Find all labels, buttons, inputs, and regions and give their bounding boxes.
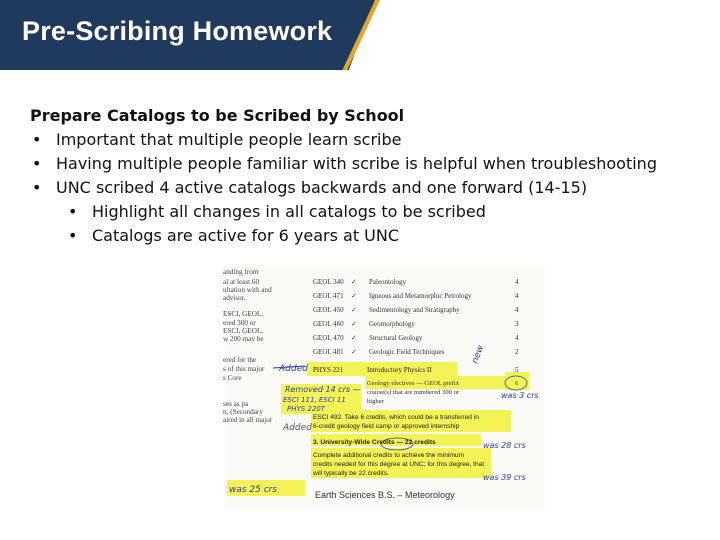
left-fragment-text: ESCI, GEOL, bbox=[223, 310, 264, 318]
sub-bullet-text: Catalogs are active for 6 years at UNC bbox=[92, 226, 400, 245]
course-credits: 4 bbox=[515, 306, 519, 314]
requirements-block bbox=[312, 414, 484, 500]
complete-line: will typically be 22 credits. bbox=[313, 470, 389, 477]
electives-line: Geology electives — GEOL prefix bbox=[367, 380, 460, 387]
note-was-25: was 25 crs bbox=[229, 485, 278, 495]
sub-bullet-item bbox=[30, 224, 700, 248]
content-heading: Prepare Catalogs to be Scribed by School bbox=[30, 106, 405, 125]
course-credits: 2 bbox=[515, 348, 519, 356]
checkmark-icon: ✓ bbox=[351, 348, 357, 356]
bullet-dot-icon: • bbox=[32, 178, 42, 197]
course-title: Structural Geology bbox=[369, 334, 423, 342]
left-fragment-text: w 200 may be bbox=[223, 335, 264, 343]
course-credits: 4 bbox=[515, 278, 519, 286]
course-title: Igneous and Metamorphic Petrology bbox=[369, 292, 472, 300]
bullet-dot-icon: • bbox=[32, 154, 42, 173]
sub-bullet-item bbox=[30, 200, 700, 224]
sub-bullet-text: Highlight all changes in all catalogs to be scribed bbox=[92, 202, 486, 221]
course-title: Sedimentology and Stratigraphy bbox=[369, 306, 460, 314]
course-title: Paleontology bbox=[369, 278, 406, 286]
note-was-28: was 28 crs bbox=[483, 441, 526, 450]
course-code: GEOL 450 bbox=[313, 306, 344, 314]
course-code: GEOL 470 bbox=[313, 334, 344, 342]
slide-title: Pre-Scribing Homework bbox=[22, 16, 333, 46]
phys-code: PHYS 221 bbox=[313, 366, 344, 374]
uw-credits-line: 3. University-Wide Credits — 22 credits bbox=[313, 439, 436, 446]
bullet-text: Having multiple people familiar with scribe is helpful when troubleshooting bbox=[56, 154, 657, 173]
left-fragment-text: al at least 60 bbox=[223, 278, 260, 286]
left-fragment-text: aired in all major bbox=[223, 416, 273, 424]
bullet-dot-icon: • bbox=[68, 226, 78, 245]
slide-content bbox=[30, 104, 700, 248]
bullet-text: Important that multiple people learn scribe bbox=[56, 130, 402, 149]
course-title: Geomorphology bbox=[369, 320, 415, 328]
course-credits: 3 bbox=[515, 320, 519, 328]
left-fragment-text: ultation with and bbox=[223, 286, 272, 294]
complete-line: credits needed for this degree at UNC; for this degree, that bbox=[313, 461, 485, 468]
left-fragment-text: n, (Secondary bbox=[223, 408, 263, 416]
catalog-footer: Earth Sciences B.S. – Meteorology bbox=[315, 490, 455, 500]
complete-line: Complete additional credits to achieve the minimum bbox=[313, 452, 464, 459]
bullet-text: UNC scribed 4 active catalogs backwards and one forward (14-15) bbox=[56, 178, 588, 197]
bullet-dot-icon: • bbox=[68, 202, 78, 221]
course-title: Geologic Field Techniques bbox=[369, 348, 445, 356]
left-fragment-text: ses as pa bbox=[223, 400, 249, 408]
left-fragment-text: s Core bbox=[223, 374, 242, 382]
note-removed: Removed 14 crs — bbox=[285, 385, 361, 394]
bullet-item bbox=[30, 128, 700, 152]
note-phys220t: PHYS 220T bbox=[287, 405, 326, 413]
checkmark-icon: ✓ bbox=[351, 320, 357, 328]
electives-line: course(s) that are numbered 300 or bbox=[367, 389, 460, 396]
checkmark-icon: ✓ bbox=[351, 306, 357, 314]
course-code: GEOL 471 bbox=[313, 292, 344, 300]
phys-credits: 5 bbox=[515, 366, 519, 374]
course-code: GEOL 460 bbox=[313, 320, 344, 328]
esci-line: 6-credit geology field camp or approved internship bbox=[313, 423, 460, 430]
note-added-left: Added bbox=[283, 423, 312, 433]
esci-line: ESCI 492. Take 6 credits, which could be a transferred in bbox=[313, 414, 479, 421]
left-fragment-text: ered 300 or bbox=[223, 319, 256, 327]
bullet-item bbox=[30, 152, 700, 176]
course-credits: 4 bbox=[515, 292, 519, 300]
course-rows bbox=[313, 278, 519, 356]
left-fragment-text: anding from bbox=[223, 268, 259, 276]
left-fragment-text: ESCI, GEOL, bbox=[223, 327, 264, 335]
note-new: new bbox=[470, 344, 487, 366]
note-was-39: was 39 crs bbox=[483, 473, 526, 482]
note-added: Added bbox=[279, 364, 308, 374]
course-code: GEOL 340 bbox=[313, 278, 344, 286]
left-fragment-text: ered for the bbox=[223, 356, 257, 364]
note-was-3: was 3 crs bbox=[501, 391, 539, 400]
checkmark-icon: ✓ bbox=[351, 334, 357, 342]
note-esci111: ESCI 111, ESCI 11 bbox=[283, 396, 346, 404]
bullet-item bbox=[30, 176, 700, 200]
bullet-dot-icon: • bbox=[32, 130, 42, 149]
catalog-scan-image bbox=[225, 268, 545, 508]
course-credits: 4 bbox=[515, 334, 519, 342]
checkmark-icon: ✓ bbox=[351, 292, 357, 300]
course-code: GEOL 481 bbox=[313, 348, 344, 356]
phys-title: Introductory Physics II bbox=[367, 366, 432, 374]
catalog-scan-svg bbox=[225, 268, 545, 508]
left-fragments bbox=[223, 268, 273, 424]
checkmark-icon: ✓ bbox=[351, 278, 357, 286]
left-fragment-text: s of this major bbox=[223, 365, 265, 373]
electives-credits: 6 bbox=[515, 380, 519, 387]
left-fragment-text: advisor. bbox=[223, 294, 246, 302]
electives-line: higher bbox=[367, 398, 384, 405]
